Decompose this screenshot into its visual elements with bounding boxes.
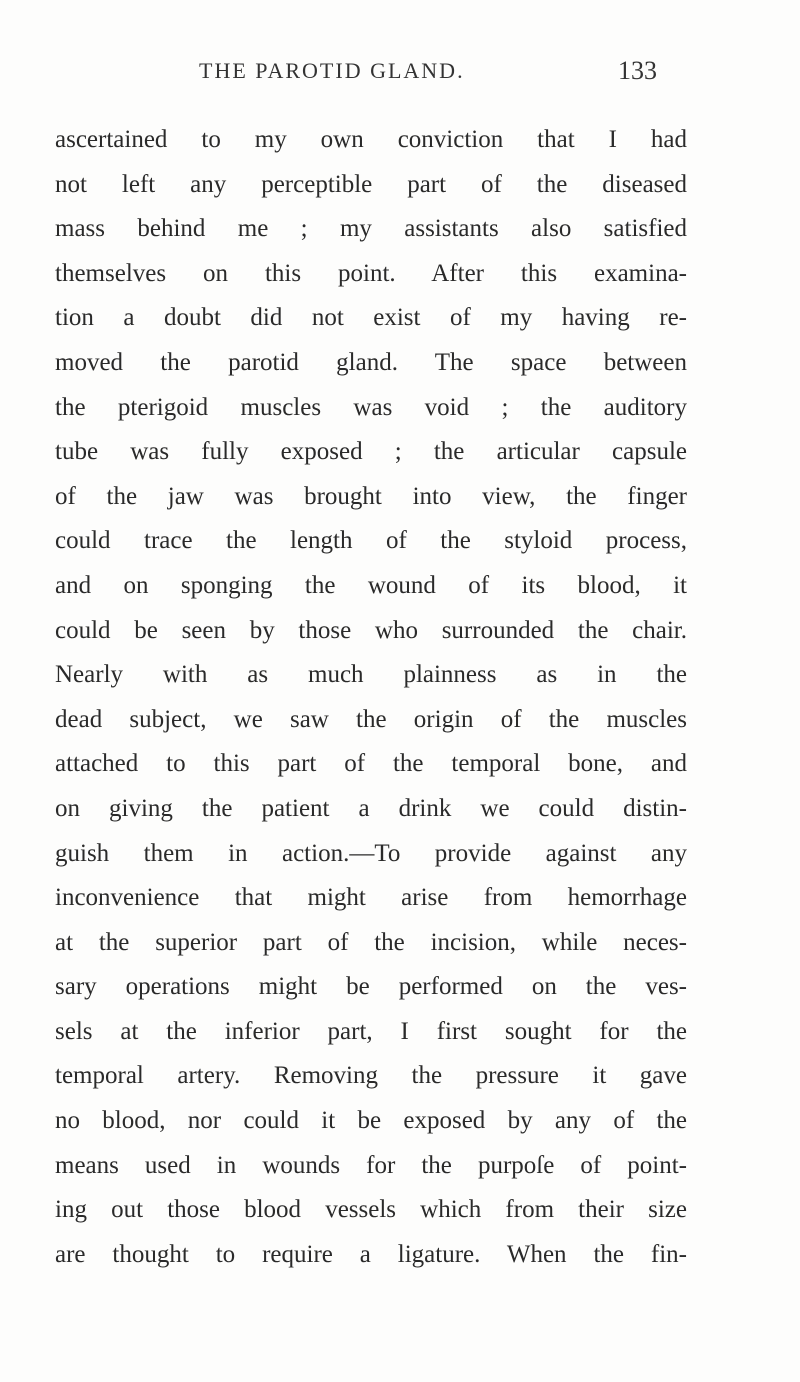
text-line: and on sponging the wound of its blood, it: [55, 571, 687, 599]
text-line: could trace the length of the styloid process,: [55, 527, 687, 555]
text-line: not left any perceptible part of the diseased: [55, 170, 687, 198]
text-line: themselves on this point. After this examina-: [55, 259, 687, 287]
text-line: could be seen by those who surrounded the chair.: [55, 616, 687, 644]
running-title: THE PAROTID GLAND.: [199, 58, 465, 83]
running-head: [0, 58, 800, 98]
text-line: ing out those blood vessels which from their size: [55, 1196, 687, 1224]
text-line: mass behind me ; my assistants also satisfied: [55, 215, 687, 243]
text-line: moved the parotid gland. The space between: [55, 348, 687, 376]
text-line: ascertained to my own conviction that I had: [55, 126, 687, 153]
text-line: guish them in action.—To provide against any: [55, 839, 687, 867]
text-line: at the superior part of the incision, while neces-: [55, 928, 687, 956]
text-line: sary operations might be performed on the ves-: [55, 973, 687, 1001]
text-line: means used in wounds for the purpoſe of point-: [55, 1151, 687, 1179]
text-line: sels at the inferior part, I first sought for the: [55, 1017, 687, 1045]
text-line: no blood, nor could it be exposed by any of the: [55, 1107, 687, 1135]
text-line: are thought to require a ligature. When the fin-: [55, 1240, 687, 1268]
text-line: on giving the patient a drink we could distin-: [55, 794, 687, 822]
body-text: [55, 118, 687, 1277]
text-line: temporal artery. Removing the pressure it gave: [55, 1062, 687, 1090]
text-line: the pterigoid muscles was void ; the auditory: [55, 393, 687, 421]
text-line: dead subject, we saw the origin of the muscles: [55, 705, 687, 733]
text-line: attached to this part of the temporal bone, and: [55, 750, 687, 778]
text-line: tion a doubt did not exist of my having re-: [55, 304, 687, 332]
text-line: Nearly with as much plainness as in the: [55, 661, 687, 689]
text-line: inconvenience that might arise from hemorrhage: [55, 884, 687, 912]
text-line: tube was fully exposed ; the articular capsule: [55, 438, 687, 466]
text-line: of the jaw was brought into view, the finger: [55, 482, 687, 510]
page-number: 133: [618, 56, 657, 85]
